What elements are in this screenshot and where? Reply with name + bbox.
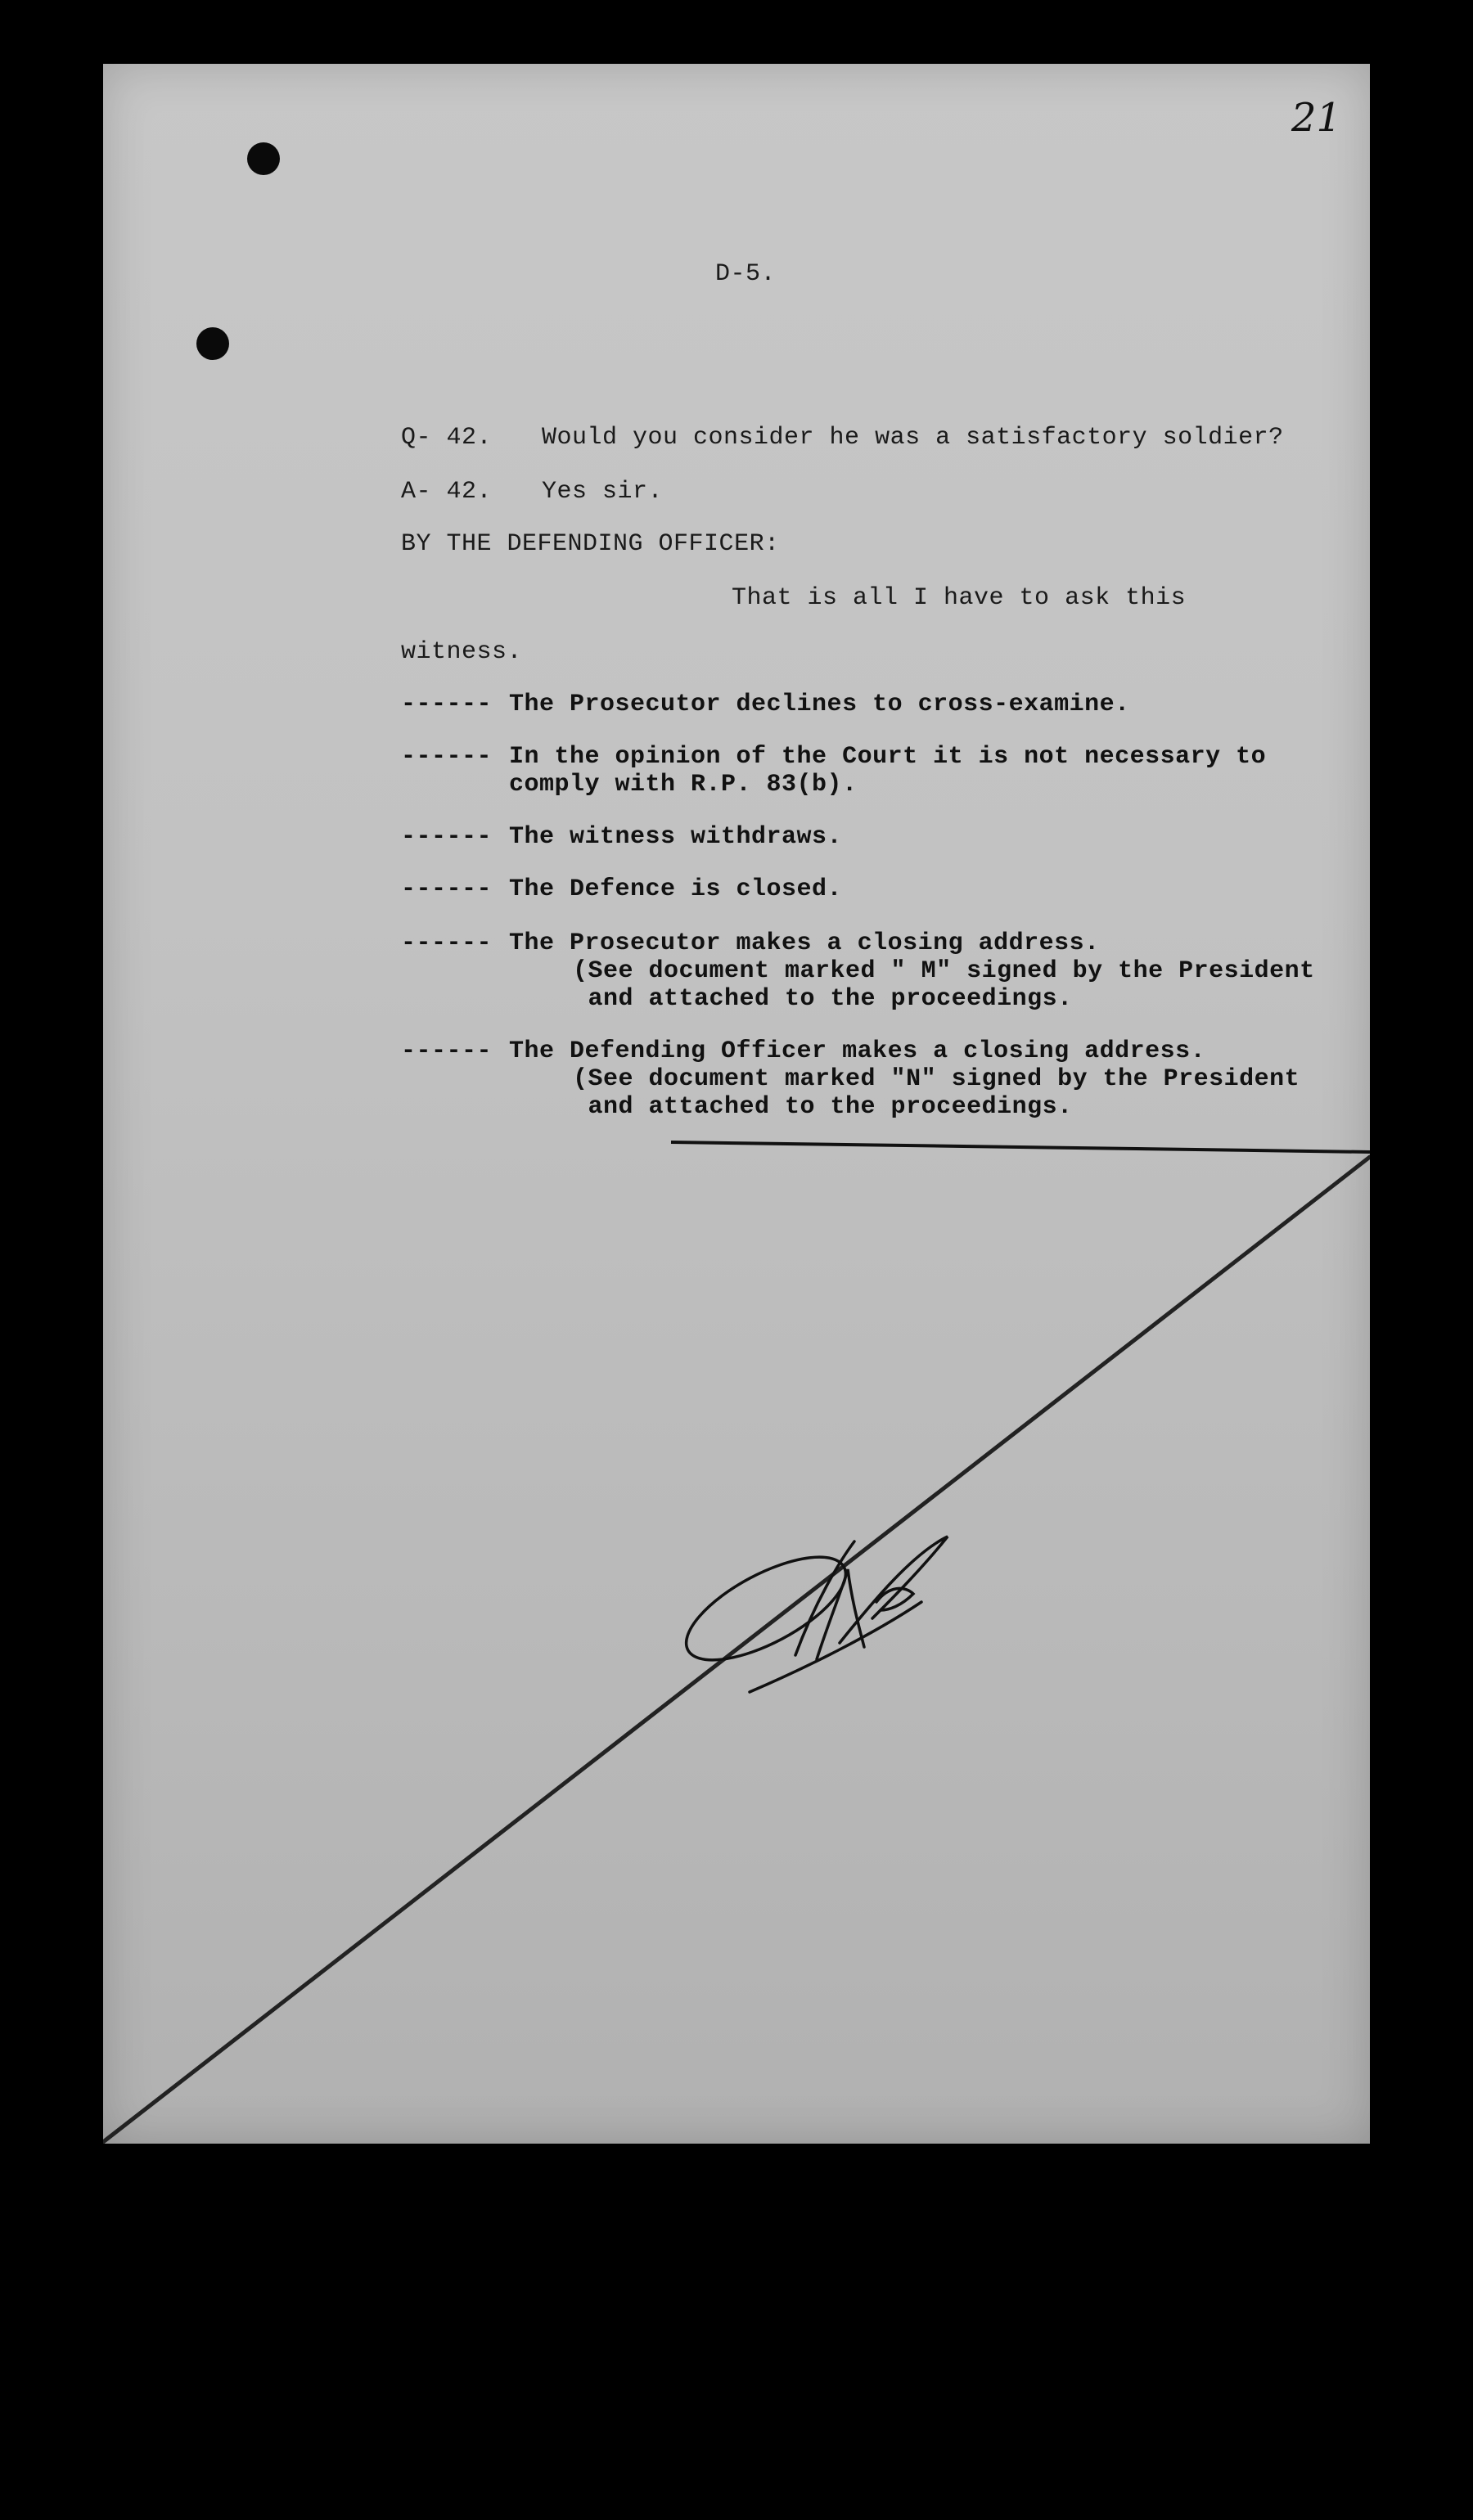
entry-line: (See document marked " M" signed by the President (573, 957, 1315, 985)
entry-line: The Defence is closed. (509, 875, 843, 903)
answer-number: A- 42. (401, 478, 493, 506)
entry-line: comply with R.P. 83(b). (509, 771, 858, 799)
entry-dash: ------ (401, 691, 493, 718)
diagonal-strike-line (103, 1157, 1370, 2142)
entry-line: (See document marked "N" signed by the President (573, 1065, 1300, 1093)
answer-text: Yes sir. (542, 478, 664, 506)
entry-line: The Prosecutor declines to cross-examine. (509, 691, 1130, 718)
entry-line: and attached to the proceedings. (573, 985, 1073, 1013)
page-header: D-5. (715, 260, 777, 288)
entry-line: The witness withdraws. (509, 823, 843, 851)
question-text: Would you consider he was a satisfactory soldier? (542, 424, 1284, 452)
entry-dash: ------ (401, 823, 493, 851)
entry-dash: ------ (401, 929, 493, 957)
entry-line: The Defending Officer makes a closing address. (509, 1037, 1206, 1065)
entry-line: and attached to the proceedings. (573, 1093, 1073, 1121)
cancellation-marks (103, 64, 1370, 2144)
entry-dash: ------ (401, 875, 493, 903)
entry-line: In the opinion of the Court it is not necessary to (509, 743, 1267, 771)
statement-line: That is all I have to ask this (732, 584, 1187, 612)
entry-dash: ------ (401, 743, 493, 771)
entry-dash: ------ (401, 1037, 493, 1065)
document-page (103, 64, 1370, 2144)
question-number: Q- 42. (401, 424, 493, 452)
entry-line: The Prosecutor makes a closing address. (509, 929, 1100, 957)
section-heading: BY THE DEFENDING OFFICER: (401, 530, 780, 558)
page-number: 21 (1291, 95, 1342, 141)
horizontal-rule (671, 1142, 1370, 1152)
statement-line: witness. (401, 638, 523, 666)
